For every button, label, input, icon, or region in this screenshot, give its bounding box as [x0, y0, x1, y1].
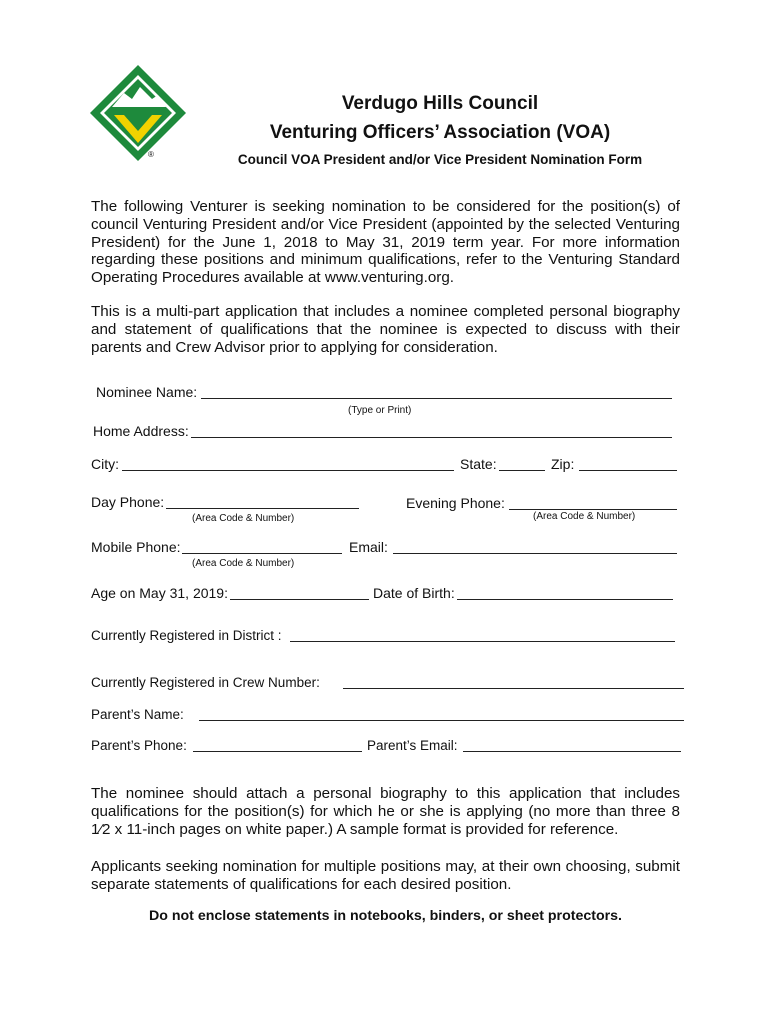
intro-paragraph-2: This is a multi-part application that includes a nominee completed personal biography and statement of qualifications that the nominee is expected to discuss with their parents and Crew Advisor prior to applying for consideration.: [91, 303, 680, 356]
parents-phone-label: Parent’s Phone:: [91, 738, 187, 753]
registered-mark: ®: [148, 150, 154, 159]
state-field[interactable]: [499, 470, 545, 471]
form-title: Council VOA President and/or Vice President Nomination Form: [237, 152, 643, 167]
day-phone-hint: (Area Code & Number): [192, 513, 295, 524]
mobile-phone-field[interactable]: [182, 553, 342, 554]
zip-field[interactable]: [579, 470, 677, 471]
age-field[interactable]: [230, 599, 369, 600]
email-label: Email:: [349, 539, 388, 555]
nominee-name-field[interactable]: [201, 398, 672, 399]
zip-label: Zip:: [551, 456, 575, 472]
crew-field[interactable]: [343, 688, 684, 689]
parents-name-label: Parent’s Name:: [91, 707, 184, 722]
home-address-label: Home Address:: [93, 423, 189, 439]
nominee-name-label: Nominee Name:: [96, 384, 198, 400]
home-address-field[interactable]: [191, 437, 672, 438]
dob-field[interactable]: [457, 599, 673, 600]
notice-text: Do not enclose statements in notebooks, binders, or sheet protectors.: [148, 908, 622, 924]
mobile-phone-hint: (Area Code & Number): [192, 558, 295, 569]
city-label: City:: [91, 456, 119, 472]
parents-email-label: Parent’s Email:: [367, 738, 458, 753]
crew-label: Currently Registered in Crew Number:: [91, 675, 320, 690]
district-label: Currently Registered in District :: [91, 628, 282, 643]
evening-phone-label: Evening Phone:: [406, 495, 505, 511]
parents-email-field[interactable]: [463, 751, 681, 752]
district-field[interactable]: [290, 641, 675, 642]
venturing-logo: [88, 63, 188, 163]
city-field[interactable]: [122, 470, 454, 471]
evening-phone-hint: (Area Code & Number): [533, 511, 636, 522]
day-phone-field[interactable]: [166, 508, 359, 509]
council-title: Verdugo Hills Council: [341, 93, 539, 114]
email-field[interactable]: [393, 553, 677, 554]
dob-label: Date of Birth:: [373, 585, 455, 601]
multiple-positions-paragraph: Applicants seeking nomination for multiple positions may, at their own choosing, submit separate statements of qualifications for each desired position.: [91, 858, 680, 893]
parents-name-field[interactable]: [199, 720, 684, 721]
parents-phone-field[interactable]: [193, 751, 362, 752]
association-title: Venturing Officers’ Association (VOA): [269, 122, 611, 143]
biography-paragraph: The nominee should attach a personal biography to this application that includes qualifications for the position(s) for which he or she is applying (no more than three 8 1⁄2 x 11-inch pages on white paper.) A sample format is provided for reference.: [91, 785, 680, 838]
mobile-phone-label: Mobile Phone:: [91, 539, 181, 555]
intro-paragraph-1: The following Venturer is seeking nomination to be considered for the position(s) of council Venturing President and/or Vice President (appointed by the selected Venturing President) for the June 1, 2018 to May 31, 2019 term year. For more information regarding these positions and minimum qualifications, refer to the Venturing Standard Operating Procedures available at www.venturing.org.: [91, 198, 680, 287]
age-label: Age on May 31, 2019:: [91, 585, 228, 601]
state-label: State:: [460, 456, 497, 472]
evening-phone-field[interactable]: [509, 509, 677, 510]
type-or-print-hint: (Type or Print): [348, 405, 412, 416]
day-phone-label: Day Phone:: [91, 494, 165, 510]
